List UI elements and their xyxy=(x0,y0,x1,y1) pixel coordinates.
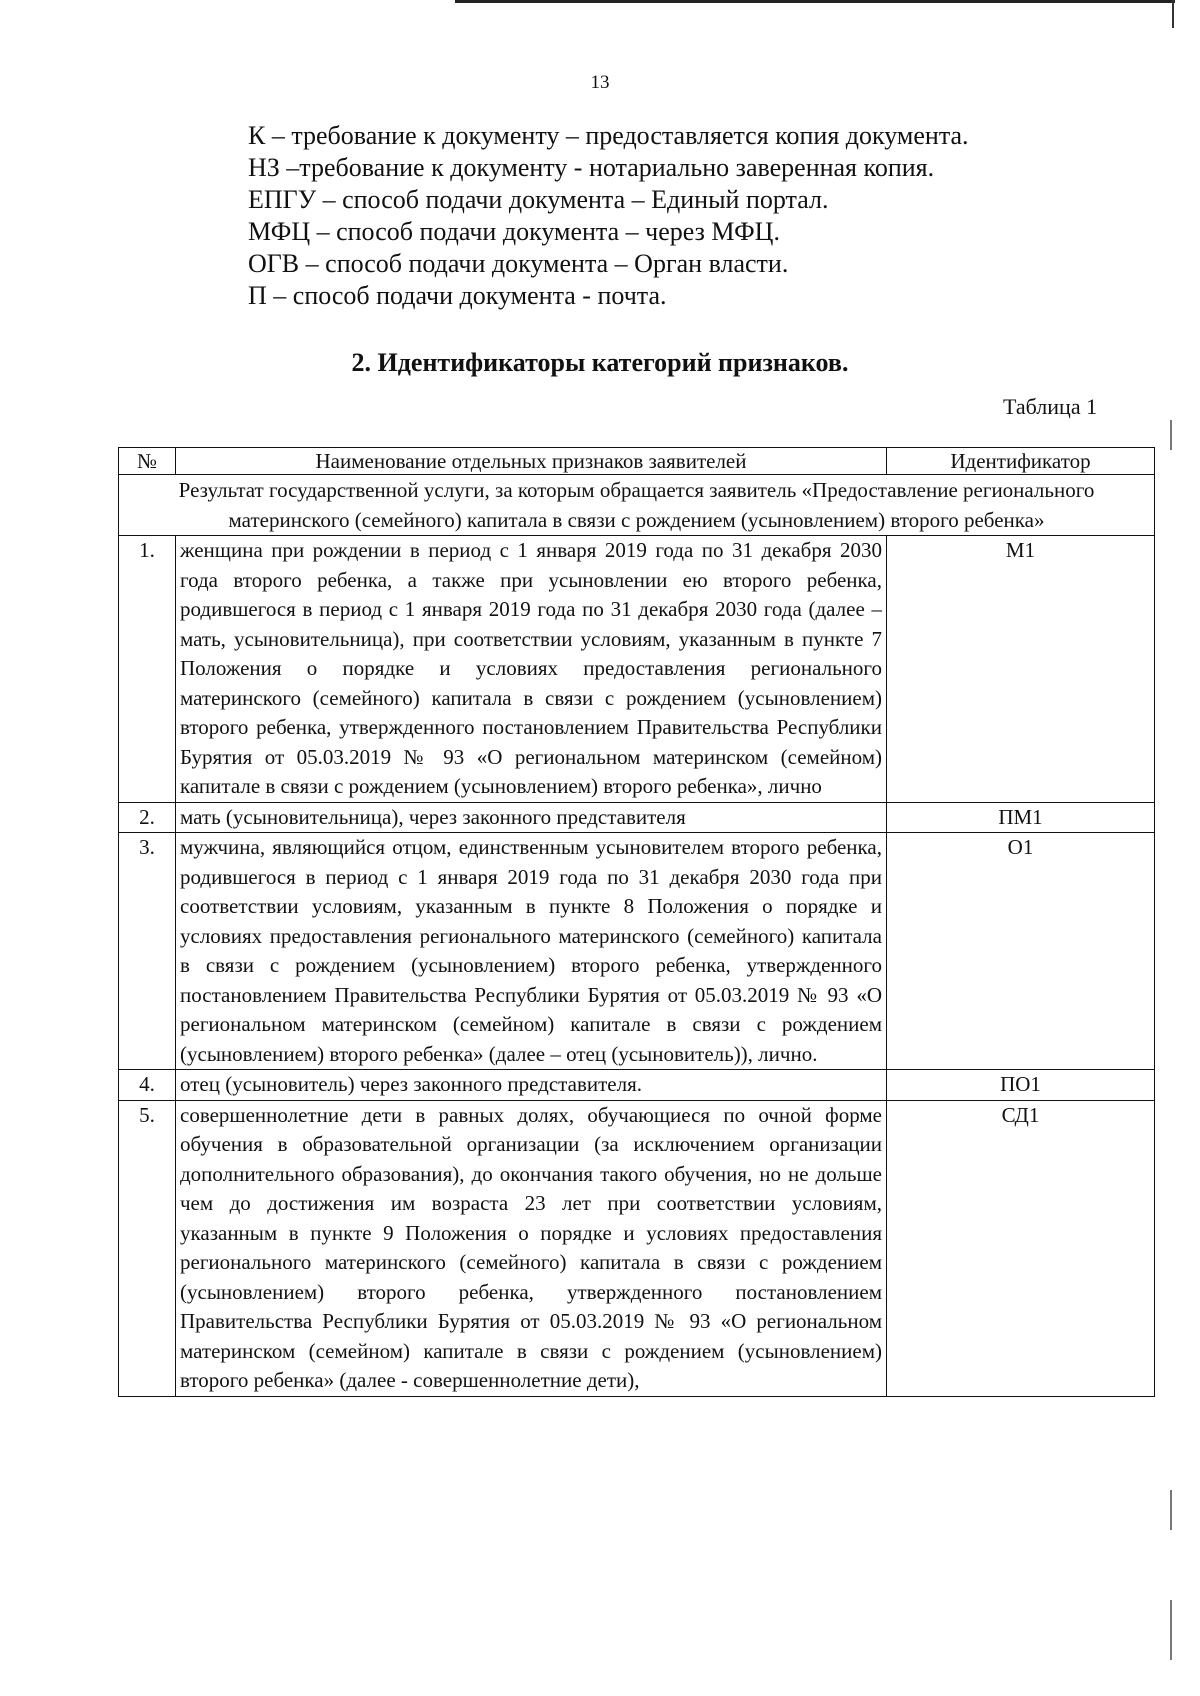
table-caption: Таблица 1 xyxy=(1003,394,1098,419)
table-row xyxy=(119,802,1155,833)
header-identifier: Идентификатор xyxy=(887,448,1155,475)
scan-edge-mark xyxy=(1170,1600,1172,1660)
table-row xyxy=(119,1100,1155,1396)
table-header-row xyxy=(119,448,1155,475)
page-number: 13 xyxy=(590,72,610,93)
row-description: совершеннолетние дети в равных долях, обучающиеся по очной форме обучения в образовательной организации (за исключением организации дополнительного образования), до окончания такого обучения, но не дольше чем до достижения им возраста 23 лет при соответствии условиям, указанным в пункте 9 Положения о порядке и условиях предоставления регионального материнского (семейного) капитала в связи с рождением (усыновлением) второго ребенка, утвержденного постановлением Правительства Республики Бурятия от 05.03.2019 № 93 «О региональном материнском (семейном) капитале в связи с рождением (усыновлением) второго ребенка» (далее - совершеннолетние дети), xyxy=(176,1100,887,1396)
row-identifier: М1 xyxy=(887,536,1155,803)
scan-edge-mark xyxy=(1170,420,1172,450)
row-description: отец (усыновитель) через законного представителя. xyxy=(176,1070,887,1101)
legend-line: К – требование к документу – предоставляется копия документа. xyxy=(248,121,969,150)
row-description: мать (усыновительница), через законного представителя xyxy=(176,802,887,833)
legend-line: П – способ подачи документа - почта. xyxy=(248,281,667,310)
row-number: 5. xyxy=(119,1100,176,1396)
legend-line: ОГВ – способ подачи документа – Орган власти. xyxy=(248,249,789,278)
row-number: 3. xyxy=(119,833,176,1070)
scan-edge-top xyxy=(455,0,1175,3)
row-identifier: О1 xyxy=(887,833,1155,1070)
header-name: Наименование отдельных признаков заявителей xyxy=(176,448,887,475)
legend-line: НЗ –требование к документу - нотариально заверенная копия. xyxy=(248,153,935,182)
table-row xyxy=(119,1070,1155,1101)
row-number: 2. xyxy=(119,802,176,833)
row-identifier: ПМ1 xyxy=(887,802,1155,833)
row-description: мужчина, являющийся отцом, единственным усыновителем второго ребенка, родившегося в период с 1 января 2019 года по 31 декабря 2030 года при соответствии условиям, указанным в пункте 8 Положения о порядке и условиях предоставления регионального материнского (семейного) капитала в связи с рождением (усыновлением) второго ребенка, утвержденного постановлением Правительства Республики Бурятия от 05.03.2019 № 93 «О региональном материнском (семейном) капитале в связи с рождением (усыновлением) второго ребенка» (далее – отец (усыновитель)), лично. xyxy=(176,833,887,1070)
row-number: 1. xyxy=(119,536,176,803)
table-row xyxy=(119,833,1155,1070)
legend-line: МФЦ – способ подачи документа – через МФЦ. xyxy=(248,217,780,246)
row-identifier: ПО1 xyxy=(887,1070,1155,1101)
scan-edge-corner xyxy=(1172,0,1174,28)
header-number: № xyxy=(119,448,176,475)
feature-identifiers-table xyxy=(118,447,1155,1397)
scan-edge-mark xyxy=(1170,1490,1172,1530)
group-title: Результат государственной услуги, за которым обращается заявитель «Предоставление регионального материнского (семейного) капитала в связи с рождением (усыновлением) второго ребенка» xyxy=(119,475,1155,536)
section-heading: 2. Идентификаторы категорий признаков. xyxy=(351,348,849,377)
row-number: 4. xyxy=(119,1070,176,1101)
table-row xyxy=(119,536,1155,803)
legend-line: ЕПГУ – способ подачи документа – Единый портал. xyxy=(248,185,829,214)
row-description: женщина при рождении в период с 1 января 2019 года по 31 декабря 2030 года второго ребенка, а также при усыновлении ею второго ребенка, родившегося в период с 1 января 2019 года по 31 декабря 2030 года (далее – мать, усыновительница), при соответствии условиям, указанным в пункте 7 Положения о порядке и условиях предоставления регионального материнского (семейного) капитала в связи с рождением (усыновлением) второго ребенка, утвержденного постановлением Правительства Республики Бурятия от 05.03.2019 № 93 «О региональном материнском (семейном) капитале в связи с рождением (усыновлением) второго ребенка», лично xyxy=(176,536,887,803)
row-identifier: СД1 xyxy=(887,1100,1155,1396)
abbreviation-legend xyxy=(248,120,969,312)
table-group-row xyxy=(119,475,1155,536)
